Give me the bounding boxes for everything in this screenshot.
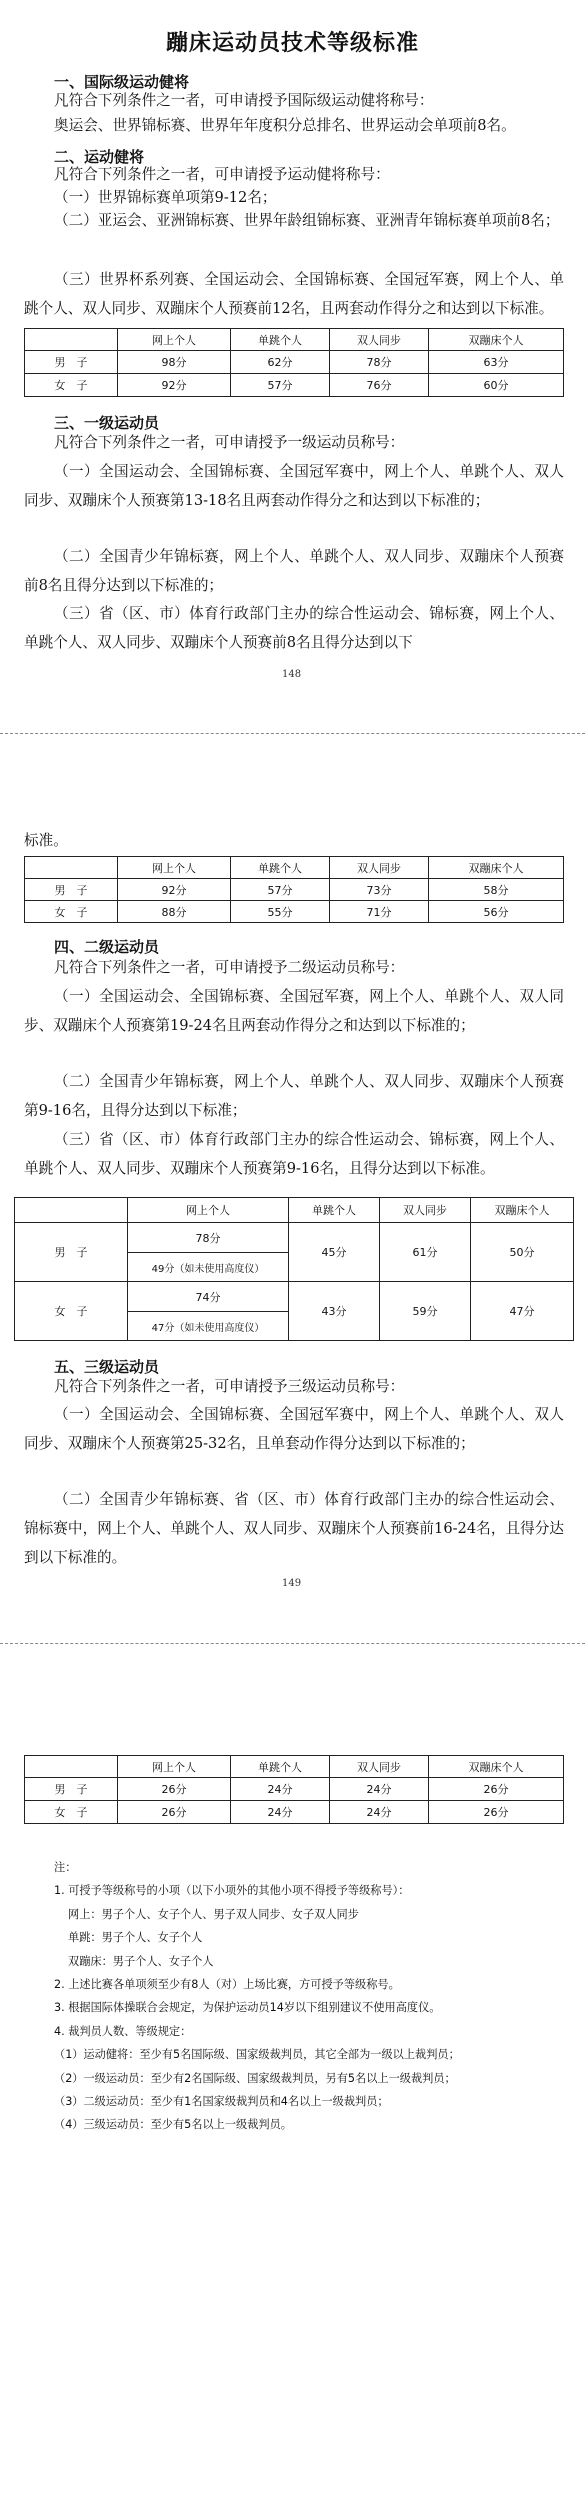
table-cell: 26分 — [118, 1778, 231, 1801]
section-2-intro: 凡符合下列条件之一者，可申请授予运动健将称号： — [54, 166, 390, 183]
note-1: 1. 可授予等级称号的小项（以下小项外的其他小项不得授予等级称号）： — [54, 1884, 410, 1898]
table-cell: 49分（如未使用高度仪） — [128, 1253, 289, 1282]
note-4-1: （1）运动健将：至少有5名国际级、国家级裁判员，其它全部为一级以上裁判员； — [54, 2048, 460, 2062]
table-header-blank — [25, 857, 118, 879]
section-1-body: 奥运会、世界锦标赛、世界年年度积分总排名、世界运动会单项前8名。 — [54, 117, 516, 134]
note-4: 4. 裁判员人数、等级规定： — [54, 2024, 192, 2038]
table-header-single: 单跳个人 — [231, 857, 330, 879]
section-2-heading: 二、运动健将 — [54, 148, 145, 166]
table-header-double: 双蹦床个人 — [429, 1756, 564, 1778]
table-cell: 73分 — [330, 879, 429, 901]
table-section-4 — [14, 1197, 574, 1341]
table-header-double: 双蹦床个人 — [429, 857, 564, 879]
table-header-blank — [15, 1198, 128, 1223]
section-4-heading: 四、二级运动员 — [54, 938, 160, 956]
note-4-3: （3）二级运动员：至少有1名国家级裁判员和4名以上一级裁判员； — [54, 2095, 389, 2109]
table-row — [25, 879, 564, 901]
table-cell: 26分 — [429, 1801, 564, 1824]
table-row — [15, 1281, 574, 1311]
section-3-item-3: （三）省（区、市）体育行政部门主办的综合性运动会、锦标赛，网上个人、单跳个人、双人同步、双蹦床个人预赛前8名且得分达到以下 — [24, 605, 564, 651]
table-cell: 女 子 — [25, 1801, 118, 1824]
table-header-blank — [25, 329, 118, 351]
document-title: 蹦床运动员技术等级标准 — [165, 30, 419, 56]
table-cell: 78分 — [330, 351, 429, 374]
table-cell: 女 子 — [15, 1281, 128, 1340]
page-number: 149 — [282, 1578, 302, 1589]
table-cell: 男 子 — [25, 879, 118, 901]
table-cell: 男 子 — [25, 351, 118, 374]
table-header-sync: 双人同步 — [330, 329, 429, 351]
section-3-item-1: （一）全国运动会、全国锦标赛、全国冠军赛中，网上个人、单跳个人、双人同步、双蹦床个人预赛第13-18名且两套动作得分之和达到以下标准的； — [24, 463, 564, 509]
table-cell: 58分 — [429, 879, 564, 901]
section-2-item-2: （二）亚运会、亚洲锦标赛、世界年龄组锦标赛、亚洲青年锦标赛单项前8名； — [54, 212, 560, 229]
table-cell: 50分 — [471, 1223, 574, 1282]
table-row — [25, 351, 564, 374]
table-row — [25, 374, 564, 397]
section-5-heading: 五、三级运动员 — [54, 1358, 160, 1376]
section-2-item-1: （一）世界锦标赛单项第9-12名； — [54, 189, 277, 206]
table-cell: 男 子 — [25, 1778, 118, 1801]
table-header-blank — [25, 1756, 118, 1778]
table-cell: 63分 — [429, 351, 564, 374]
table-cell: 78分 — [128, 1223, 289, 1253]
table-cell: 61分 — [380, 1223, 471, 1282]
table-cell: 45分 — [289, 1223, 380, 1282]
note-3: 3. 根据国际体操联合会规定，为保护运动员14岁以下组别建议不使用高度仪。 — [54, 2001, 441, 2015]
note-1-single: 单跳：男子个人、女子个人 — [68, 1931, 203, 1945]
note-4-2: （2）一级运动员：至少有2名国际级、国家级裁判员，另有5名以上一级裁判员； — [54, 2071, 456, 2085]
table-header-sync: 双人同步 — [330, 857, 429, 879]
section-3-item-3-continued: 标准。 — [24, 832, 68, 849]
page-break — [0, 733, 585, 734]
table-cell: 女 子 — [25, 374, 118, 397]
table-cell: 24分 — [231, 1778, 330, 1801]
table-section-3 — [24, 856, 564, 923]
page-number: 148 — [282, 669, 302, 680]
section-4-intro: 凡符合下列条件之一者，可申请授予二级运动员称号： — [54, 959, 405, 976]
table-header-single: 单跳个人 — [289, 1198, 380, 1223]
table-cell: 92分 — [118, 374, 231, 397]
table-row — [25, 1801, 564, 1824]
table-cell: 98分 — [118, 351, 231, 374]
note-4-4: （4）三级运动员：至少有5名以上一级裁判员。 — [54, 2118, 292, 2132]
table-cell: 57分 — [231, 879, 330, 901]
table-row — [25, 1778, 564, 1801]
table-header-sync: 双人同步 — [330, 1756, 429, 1778]
section-3-heading: 三、一级运动员 — [54, 414, 160, 432]
section-3-item-2: （二）全国青少年锦标赛，网上个人、单跳个人、双人同步、双蹦床个人预赛前8名且得分达到以下标准的； — [24, 548, 564, 594]
table-section-5 — [24, 1755, 564, 1824]
table-cell: 女 子 — [25, 901, 118, 923]
page-break — [0, 1643, 585, 1644]
section-4-item-2: （二）全国青少年锦标赛，网上个人、单跳个人、双人同步、双蹦床个人预赛第9-16名，且得分达到以下标准； — [24, 1073, 564, 1119]
section-1-heading: 一、国际级运动健将 — [54, 73, 190, 91]
note-1-double: 双蹦床：男子个人、女子个人 — [68, 1954, 214, 1968]
table-cell: 26分 — [118, 1801, 231, 1824]
table-header-net: 网上个人 — [118, 329, 231, 351]
table-cell: 71分 — [330, 901, 429, 923]
table-cell: 59分 — [380, 1281, 471, 1340]
table-cell: 57分 — [231, 374, 330, 397]
table-row — [25, 901, 564, 923]
table-cell: 60分 — [429, 374, 564, 397]
table-cell: 男 子 — [15, 1223, 128, 1282]
table-cell: 55分 — [231, 901, 330, 923]
table-header-net: 网上个人 — [128, 1198, 289, 1223]
section-3-intro: 凡符合下列条件之一者，可申请授予一级运动员称号： — [54, 434, 405, 451]
section-5-item-2: （二）全国青少年锦标赛、省（区、市）体育行政部门主办的综合性运动会、锦标赛中，网上个人、单跳个人、双人同步、双蹦床个人预赛前16-24名，且得分达到以下标准的。 — [24, 1491, 564, 1566]
table-cell: 88分 — [118, 901, 231, 923]
note-2: 2. 上述比赛各单项须至少有8人（对）上场比赛，方可授予等级称号。 — [54, 1978, 400, 1992]
table-cell: 47分（如未使用高度仪） — [128, 1312, 289, 1341]
table-section-2 — [24, 328, 564, 397]
table-cell: 56分 — [429, 901, 564, 923]
note-1-net: 网上：男子个人、女子个人、男子双人同步、女子双人同步 — [68, 1907, 359, 1921]
table-cell: 92分 — [118, 879, 231, 901]
table-cell: 24分 — [231, 1801, 330, 1824]
table-cell: 76分 — [330, 374, 429, 397]
table-cell: 74分 — [128, 1281, 289, 1311]
notes-block — [54, 1856, 564, 2137]
notes-label: 注： — [54, 1861, 77, 1874]
section-5-intro: 凡符合下列条件之一者，可申请授予三级运动员称号： — [54, 1378, 405, 1395]
table-cell: 24分 — [330, 1778, 429, 1801]
table-cell: 43分 — [289, 1281, 380, 1340]
table-header-net: 网上个人 — [118, 857, 231, 879]
table-cell: 24分 — [330, 1801, 429, 1824]
section-1-intro: 凡符合下列条件之一者，可申请授予国际级运动健将称号： — [54, 92, 434, 109]
table-cell: 26分 — [429, 1778, 564, 1801]
section-4-item-1: （一）全国运动会、全国锦标赛、全国冠军赛，网上个人、单跳个人、双人同步、双蹦床个人预赛第19-24名且两套动作得分之和达到以下标准的； — [24, 988, 564, 1034]
table-row — [15, 1223, 574, 1253]
section-4-item-3: （三）省（区、市）体育行政部门主办的综合性运动会、锦标赛，网上个人、单跳个人、双人同步、双蹦床个人预赛第9-16名，且得分达到以下标准。 — [24, 1131, 564, 1177]
table-header-single: 单跳个人 — [231, 329, 330, 351]
table-header-double: 双蹦床个人 — [471, 1198, 574, 1223]
table-header-sync: 双人同步 — [380, 1198, 471, 1223]
section-5-item-1: （一）全国运动会、全国锦标赛、全国冠军赛中，网上个人、单跳个人、双人同步、双蹦床个人预赛第25-32名，且单套动作得分达到以下标准的； — [24, 1406, 564, 1452]
table-header-net: 网上个人 — [118, 1756, 231, 1778]
table-header-double: 双蹦床个人 — [429, 329, 564, 351]
table-cell: 47分 — [471, 1281, 574, 1340]
section-2-item-3: （三）世界杯系列赛、全国运动会、全国锦标赛、全国冠军赛，网上个人、单跳个人、双人同步、双蹦床个人预赛前12名，且两套动作得分之和达到以下标准。 — [24, 271, 564, 317]
table-cell: 62分 — [231, 351, 330, 374]
table-header-single: 单跳个人 — [231, 1756, 330, 1778]
